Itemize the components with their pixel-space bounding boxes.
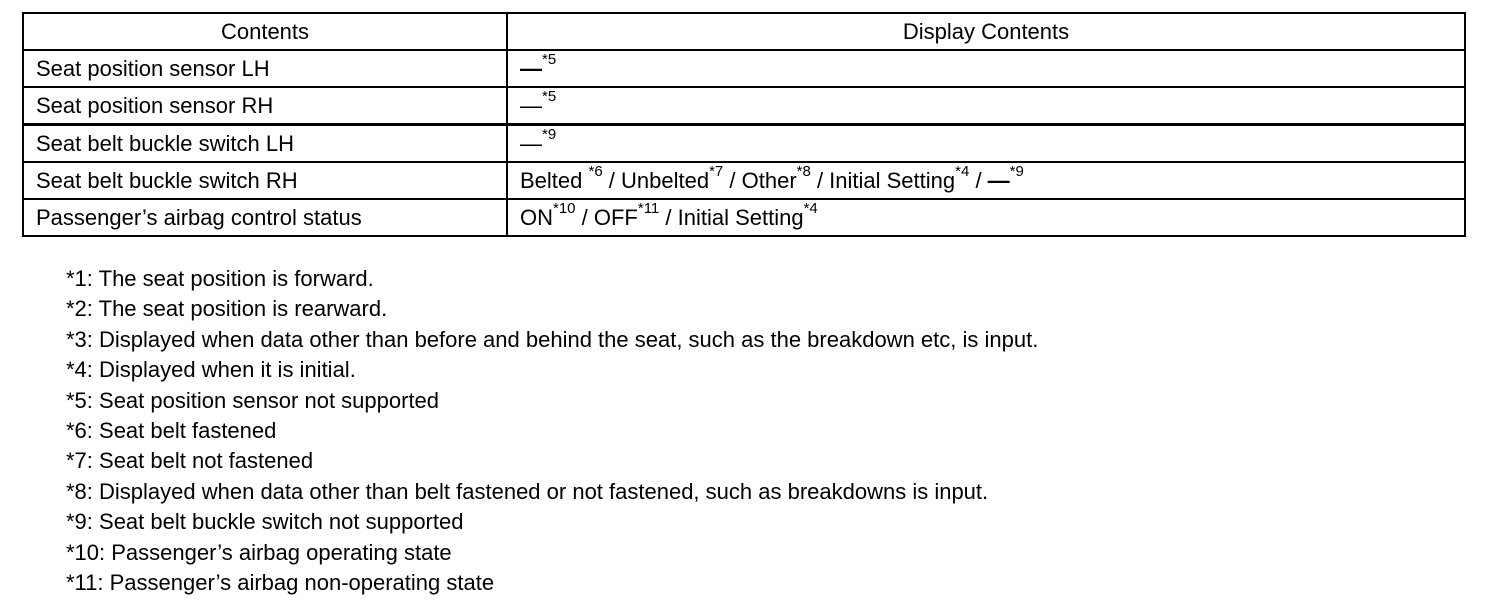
header-contents: Contents: [23, 13, 507, 50]
footnote: *11: Passenger’s airbag non-operating state: [66, 569, 495, 595]
footnote: *8: Displayed when data other than belt fastened or not fastened, such as breakdowns is input.: [66, 478, 989, 504]
footnote-marker: *4: [955, 163, 970, 181]
display-contents-table: [22, 12, 1466, 237]
footnote-marker: *5: [542, 88, 557, 106]
footnote-marker: *10: [553, 200, 576, 218]
display-value: / Other: [723, 167, 797, 193]
row-display: [507, 199, 1465, 236]
footnote: *1: The seat position is forward.: [66, 266, 374, 291]
dash-value: —: [520, 92, 542, 118]
row-display: [507, 125, 1465, 163]
footnote-marker: *6: [588, 163, 603, 181]
display-value: /: [969, 167, 988, 193]
row-display: [507, 50, 1465, 87]
header-display-contents: Display Contents: [507, 13, 1465, 50]
row-display: [507, 87, 1465, 125]
footnote: *7: Seat belt not fastened: [66, 448, 314, 474]
display-value: / OFF: [575, 204, 638, 230]
footnote-marker: *9: [1009, 163, 1024, 181]
footnote: *5: Seat position sensor not supported: [66, 387, 440, 413]
row-display: [507, 162, 1465, 199]
display-value: / Initial Setting: [659, 204, 804, 230]
table-row: [23, 162, 1465, 199]
row-contents: Passenger’s airbag control status: [23, 199, 507, 236]
footnote: *3: Displayed when data other than before and behind the seat, such as the breakdown etc, is input.: [66, 326, 1039, 352]
table-row: [23, 199, 1465, 236]
row-contents: Seat position sensor LH: [23, 50, 507, 87]
footnote-marker: *4: [803, 200, 818, 218]
dash-value: —: [520, 130, 542, 156]
footnote-marker: *9: [542, 126, 557, 144]
table-row: [23, 87, 1465, 125]
table-body: [23, 50, 1465, 236]
table-row: [23, 125, 1465, 163]
footnote-marker: *5: [542, 51, 557, 69]
dash-value: —: [520, 55, 542, 81]
footnote-marker: *7: [709, 163, 724, 181]
footnote: *6: Seat belt fastened: [66, 417, 277, 443]
row-contents: Seat belt buckle switch RH: [23, 162, 507, 199]
footnote: *9: Seat belt buckle switch not supported: [66, 509, 464, 535]
footnote: *10: Passenger’s airbag operating state: [66, 539, 452, 565]
display-value: / Initial Setting: [810, 167, 956, 193]
display-value: ON: [520, 204, 553, 230]
row-contents: Seat belt buckle switch LH: [23, 125, 507, 163]
dash-value: —: [987, 167, 1010, 193]
footnotes-list: [66, 264, 1038, 598]
footnote-marker: *11: [637, 200, 660, 218]
footnote: *4: Displayed when it is initial.: [66, 357, 356, 383]
footnote-marker: *8: [796, 163, 811, 181]
display-value: Belted: [520, 167, 589, 193]
footnote: *2: The seat position is rearward.: [66, 296, 388, 322]
table-header-row: [23, 13, 1465, 50]
row-contents: Seat position sensor RH: [23, 87, 507, 125]
display-value: / Unbelted: [602, 167, 710, 193]
table-row: [23, 50, 1465, 87]
